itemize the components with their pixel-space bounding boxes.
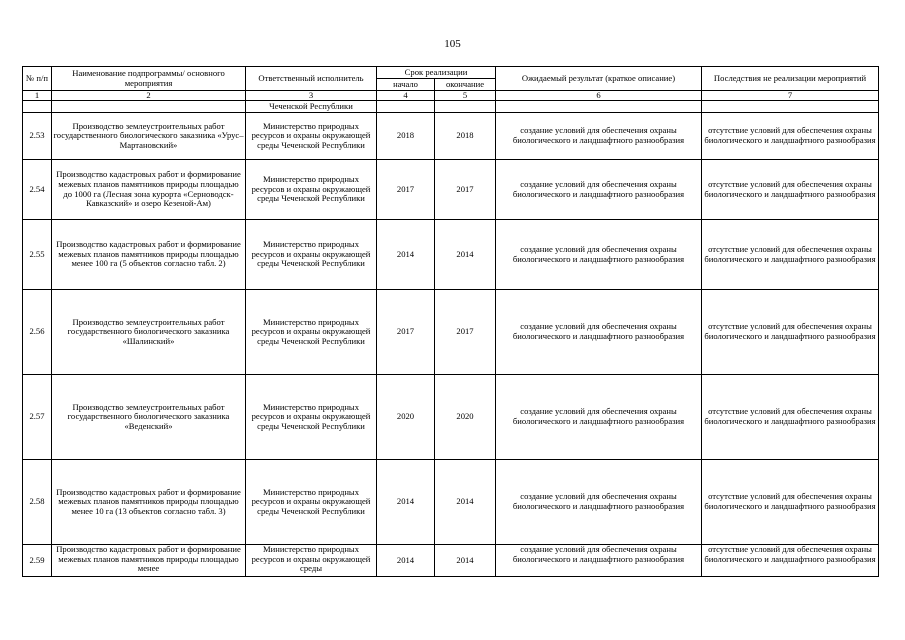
row-consequences: отсутствие условий для обеспечения охраны биологического и ландшафтного разнообразия [702, 545, 879, 577]
row-result: создание условий для обеспечения охраны биологического и ландшафтного разнообразия [496, 460, 702, 545]
row-start: 2020 [377, 375, 435, 460]
table-row [23, 460, 879, 545]
row-consequences: отсутствие условий для обеспечения охраны биологического и ландшафтного разнообразия [702, 375, 879, 460]
table-row [23, 113, 879, 160]
row-responsible: Министерство природных ресурсов и охраны окружающей среды [246, 545, 377, 577]
row-start: 2014 [377, 545, 435, 577]
row-end: 2014 [435, 545, 496, 577]
table-row [23, 375, 879, 460]
header-row [23, 67, 879, 79]
column-number: 2 [52, 91, 246, 101]
row-name: Производство землеустроительных работ государственного биологического заказника «Шалинский» [52, 290, 246, 375]
column-number: 1 [23, 91, 52, 101]
table-row [23, 220, 879, 290]
row-result: создание условий для обеспечения охраны биологического и ландшафтного разнообразия [496, 545, 702, 577]
header-start: начало [377, 79, 435, 91]
row-responsible: Министерство природных ресурсов и охраны окружающей среды Чеченской Республики [246, 113, 377, 160]
row-responsible: Министерство природных ресурсов и охраны окружающей среды Чеченской Республики [246, 160, 377, 220]
row-consequences: отсутствие условий для обеспечения охраны биологического и ландшафтного разнообразия [702, 160, 879, 220]
row-num: 2.56 [23, 290, 52, 375]
row-consequences: отсутствие условий для обеспечения охраны биологического и ландшафтного разнообразия [702, 290, 879, 375]
header-consequences: Последствия не реализации мероприятий [702, 67, 879, 91]
page-number: 105 [444, 38, 461, 50]
row-end: 2014 [435, 460, 496, 545]
row-num: 2.59 [23, 545, 52, 577]
row-start: 2014 [377, 220, 435, 290]
row-start: 2018 [377, 113, 435, 160]
table-row [23, 160, 879, 220]
measures-table [22, 66, 879, 577]
row-consequences: отсутствие условий для обеспечения охраны биологического и ландшафтного разнообразия [702, 220, 879, 290]
row-num: 2.57 [23, 375, 52, 460]
row-consequences: отсутствие условий для обеспечения охраны биологического и ландшафтного разнообразия [702, 460, 879, 545]
row-num: 2.54 [23, 160, 52, 220]
row-responsible: Министерство природных ресурсов и охраны окружающей среды Чеченской Республики [246, 220, 377, 290]
row-start: 2014 [377, 460, 435, 545]
row-name: Производство кадастровых работ и формирование межевых планов памятников природы площадью менее 100 га (5 объектов согласно табл. 2) [52, 220, 246, 290]
row-responsible: Министерство природных ресурсов и охраны окружающей среды Чеченской Республики [246, 375, 377, 460]
table-row [23, 545, 879, 577]
row-end: 2020 [435, 375, 496, 460]
column-number: 5 [435, 91, 496, 101]
row-responsible: Министерство природных ресурсов и охраны окружающей среды Чеченской Республики [246, 460, 377, 545]
row-name: Производство кадастровых работ и формирование межевых планов памятников природы площадью до 1000 га (Лесная зона курорта «Серноводск-Кавказский» и озеро Кезеной-Ам) [52, 160, 246, 220]
row-name: Производство кадастровых работ и формирование межевых планов памятников природы площадью менее 10 га (13 объектов согласно табл. 3) [52, 460, 246, 545]
header-result: Ожидаемый результат (краткое описание) [496, 67, 702, 91]
column-number: 7 [702, 91, 879, 101]
row-responsible: Министерство природных ресурсов и охраны окружающей среды Чеченской Республики [246, 290, 377, 375]
header-responsible: Ответственный исполнитель [246, 67, 377, 91]
row-name: Производство кадастровых работ и формирование межевых планов памятников природы площадью менее [52, 545, 246, 577]
row-end: 2017 [435, 290, 496, 375]
row-end: 2017 [435, 160, 496, 220]
header-num: № п/п [23, 67, 52, 91]
row-num: 2.53 [23, 113, 52, 160]
row-result: создание условий для обеспечения охраны биологического и ландшафтного разнообразия [496, 375, 702, 460]
row-name: Производство землеустроительных работ государственного биологического заказника «Веденский» [52, 375, 246, 460]
row-consequences: отсутствие условий для обеспечения охраны биологического и ландшафтного разнообразия [702, 113, 879, 160]
table-row [23, 290, 879, 375]
row-num: 2.58 [23, 460, 52, 545]
column-numbers-row [23, 91, 879, 101]
row-name: Производство землеустроительных работ государственного биологического заказника «Урус–Мартановский» [52, 113, 246, 160]
row-end: 2014 [435, 220, 496, 290]
row-result: создание условий для обеспечения охраны биологического и ландшафтного разнообразия [496, 290, 702, 375]
continuation-row [23, 101, 879, 113]
row-start: 2017 [377, 160, 435, 220]
column-number: 4 [377, 91, 435, 101]
header-end: окончание [435, 79, 496, 91]
row-result: создание условий для обеспечения охраны биологического и ландшафтного разнообразия [496, 113, 702, 160]
column-number: 6 [496, 91, 702, 101]
row-result: создание условий для обеспечения охраны биологического и ландшафтного разнообразия [496, 160, 702, 220]
row-end: 2018 [435, 113, 496, 160]
header-term: Срок реализации [377, 67, 496, 79]
row-result: создание условий для обеспечения охраны биологического и ландшафтного разнообразия [496, 220, 702, 290]
column-number: 3 [246, 91, 377, 101]
row-start: 2017 [377, 290, 435, 375]
header-name: Наименование подпрограммы/ основного мероприятия [52, 67, 246, 91]
continuation-text: Чеченской Республики [246, 101, 377, 113]
row-num: 2.55 [23, 220, 52, 290]
